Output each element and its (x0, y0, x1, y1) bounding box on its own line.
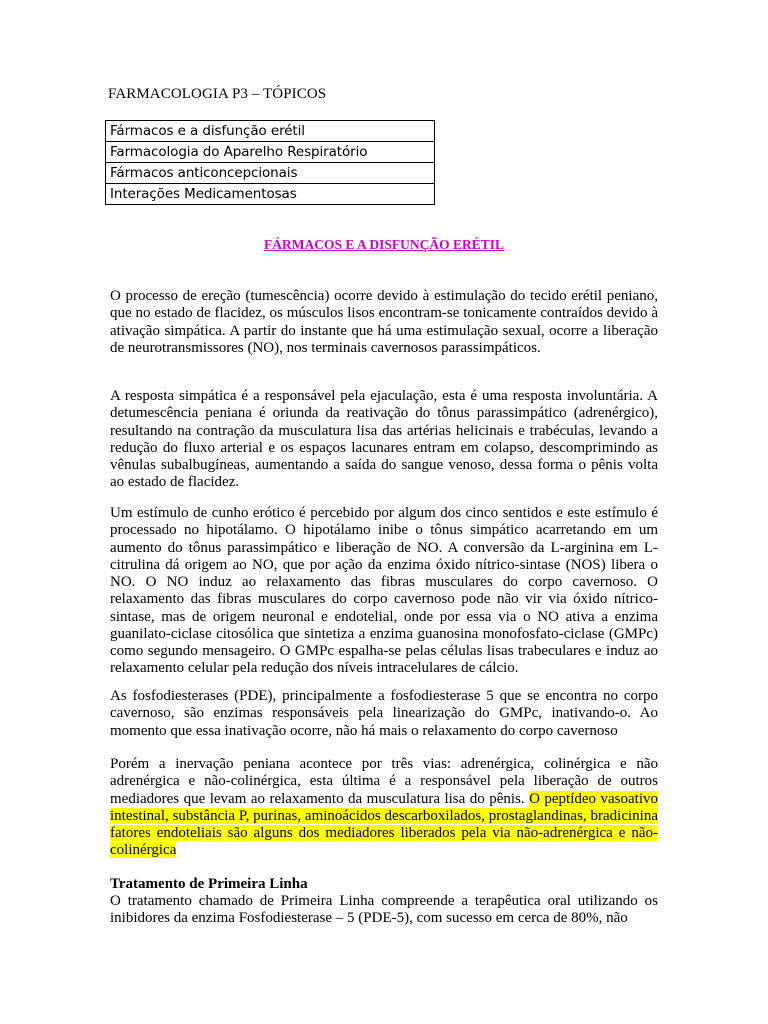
paragraph-sympathetic-response: A resposta simpática é a responsável pela ejaculação, esta é uma resposta involuntária. A detumescência peniana é oriunda da reativação do tônus parassimpático (adrenérgico), resultando na contração da musculatura lisa das artérias helicinais e trabéculas, levando a redução do fluxo arterial e os espaços lacunares entram em colapso, descomprimindo as vênulas subalbugíneas, aumentando a saída do sangue venoso, dessa forma o pênis volta ao estado de flacidez. (110, 388, 658, 491)
highlighted-mediators-text: O peptídeo vasoativo intestinal, substância P, purinas, aminoácidos descarboxilados, prostaglandinas, bradicinina fatores endoteliais são alguns dos mediadores liberados pela via não-adrenérgica e não-colinérgica (110, 790, 658, 859)
paragraph-phosphodiesterases: As fosfodiesterases (PDE), principalmente a fosfodiesterase 5 que se encontra no corpo cavernoso, são enzimas responsáveis pela linearização do GMPc, inativando-o. Ao momento que essa inativação ocorre, não há mais o relaxamento do corpo cavernoso (110, 688, 658, 739)
section-heading-text: FÁRMACOS E A DISFUNÇÃO ERÉTIL (263, 237, 505, 252)
topics-table (105, 120, 435, 205)
topic-cell: Farmacologia do Aparelho Respiratório (106, 142, 435, 163)
topic-row (106, 184, 435, 205)
topic-row (106, 121, 435, 142)
section-heading (0, 236, 768, 254)
topic-row (106, 163, 435, 184)
document-title: FARMACOLOGIA P3 – TÓPICOS (108, 86, 327, 102)
paragraph-erotic-stimulus: Um estímulo de cunho erótico é percebido por algum dos cinco sentidos e este estímulo é processado no hipotálamo. O hipotálamo inibe o tônus simpático acarretando em um aumento do tônus parassimpático e liberação de NO. A conversão da L-arginina em L-citrulina dá origem ao NO, que por ação da enzima óxido nítrico-sintase (NOS) libera o NO. O NO induz ao relaxamento das fibras musculares do corpo cavernoso. O relaxamento das fibras musculares do corpo cavernoso pode não vir via óxido nítrico-sintase, mas de origem neuronal e endotelial, onde por essa via o NO ativa a enzima guanilato-ciclase citosólica que sintetiza a enzima guanosina monofosfato-ciclase (GMPc) como segundo mensageiro. O GMPc espalha-se pelas células lisas trabeculares e induz ao relaxamento celular pela redução dos níveis intracelulares de cálcio. (110, 505, 658, 677)
paragraph-erection-process: O processo de ereção (tumescência) ocorre devido à estimulação do tecido erétil peniano, que no estado de flacidez, os músculos lisos encontram-se tonicamente contraídos devido à ativação simpática. A partir do instante que há uma estimulação sexual, ocorre a liberação de neurotransmissores (NO), nos terminais cavernosos parassimpáticos. (110, 288, 658, 356)
paragraph-treatment: O tratamento chamado de Primeira Linha compreende a terapêutica oral utilizando os inibidores da enzima Fosfodiesterase – 5 (PDE-5), com sucesso em cerca de 80%, não (110, 893, 658, 927)
topic-row (106, 142, 435, 163)
topic-cell: Fármacos e a disfunção erétil (106, 121, 435, 142)
treatment-heading: Tratamento de Primeira Linha (110, 876, 308, 892)
topic-cell: Interações Medicamentosas (106, 184, 435, 205)
innervation-text: Porém a inervação peniana acontece por três vias: adrenérgica, colinérgica e não adrenérgica e não-colinérgica, esta última é a responsável pela liberação de outros mediadores que levam ao relaxamento da musculatura lisa do pênis. (110, 756, 658, 807)
paragraph-innervation (110, 756, 658, 860)
topic-cell: Fármacos anticoncepcionais (106, 163, 435, 184)
